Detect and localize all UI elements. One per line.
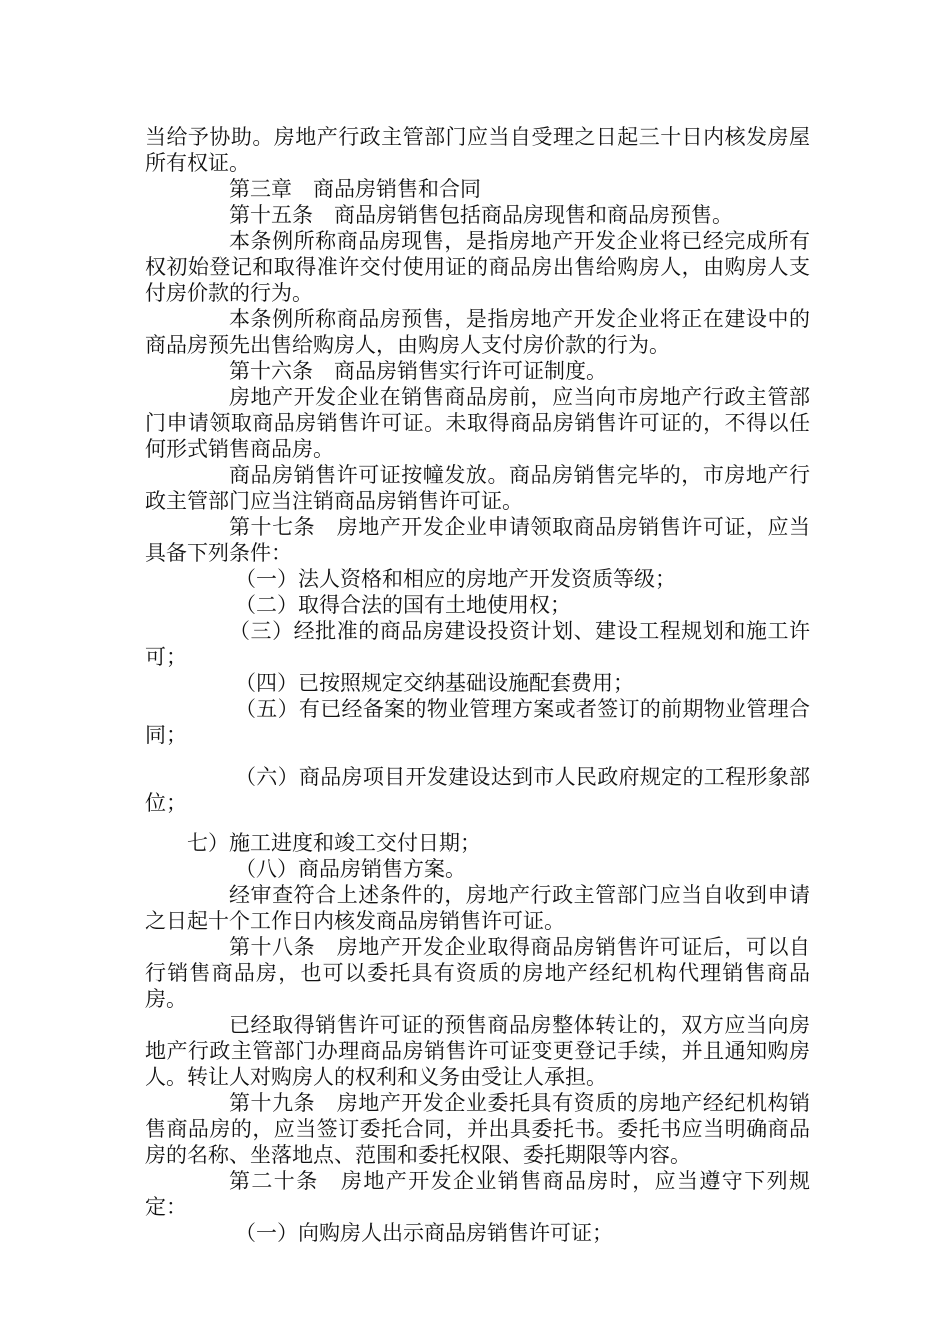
condition-6: （六）商品房项目开发建设达到市人民政府规定的工程形象部位； — [145, 765, 810, 815]
paragraph-spot-sale: 本条例所称商品房现售，是指房地产开发企业将已经完成所有权初始登记和取得准许交付使用证的商品房出售给购房人，由购房人支付房价款的行为。 — [145, 229, 810, 305]
paragraph-transfer: 已经取得销售许可证的预售商品房整体转让的，双方应当向房地产行政主管部门办理商品房销售许可证变更登记手续，并且通知购房人。转让人对购房人的权利和义务由受让人承担。 — [145, 1013, 810, 1089]
article-19: 第十九条 房地产开发企业委托具有资质的房地产经纪机构销售商品房的，应当签订委托合同，并出具委托书。委托书应当明确商品房的名称、坐落地点、范围和委托权限、委托期限等内容。 — [145, 1091, 810, 1167]
paragraph-continuation: 当给予协助。房地产行政主管部门应当自受理之日起三十日内核发房屋所有权证。 — [145, 125, 810, 175]
chapter-heading: 第三章 商品房销售和合同 — [229, 177, 481, 201]
condition-4: （四）已按照规定交纳基础设施配套费用； — [235, 671, 634, 695]
condition-1: （一）法人资格和相应的房地产开发资质等级； — [235, 567, 676, 591]
document-body — [145, 124, 810, 1246]
condition-3: （三）经批准的商品房建设投资计划、建设工程规划和施工许可； — [145, 619, 810, 669]
condition-5: （五）有已经备案的物业管理方案或者签订的前期物业管理合同； — [145, 697, 810, 747]
paragraph-license-issuance: 商品房销售许可证按幢发放。商品房销售完毕的，市房地产行政主管部门应当注销商品房销售许可证。 — [145, 463, 810, 513]
condition-8: （八）商品房销售方案。 — [235, 857, 466, 881]
article-17: 第十七条 房地产开发企业申请领取商品房销售许可证，应当具备下列条件： — [145, 515, 810, 565]
article-20: 第二十条 房地产开发企业销售商品房时，应当遵守下列规定： — [145, 1169, 810, 1219]
paragraph-pre-sale: 本条例所称商品房预售，是指房地产开发企业将正在建设中的商品房预先出售给购房人，由购房人支付房价款的行为。 — [145, 307, 810, 357]
paragraph-license-requirement: 房地产开发企业在销售商品房前，应当向市房地产行政主管部门申请领取商品房销售许可证。未取得商品房销售许可证的，不得以任何形式销售商品房。 — [145, 385, 810, 461]
rule-1: （一）向购房人出示商品房销售许可证； — [235, 1221, 613, 1245]
condition-2: （二）取得合法的国有土地使用权； — [235, 593, 571, 617]
article-16: 第十六条 商品房销售实行许可证制度。 — [229, 359, 607, 383]
article-18: 第十八条 房地产开发企业取得商品房销售许可证后，可以自行销售商品房，也可以委托具有资质的房地产经纪机构代理销售商品房。 — [145, 935, 810, 1011]
article-15: 第十五条 商品房销售包括商品房现售和商品房预售。 — [229, 203, 733, 227]
condition-7: 七）施工进度和竣工交付日期； — [187, 831, 481, 855]
paragraph-review: 经审查符合上述条件的，房地产行政主管部门应当自收到申请之日起十个工作日内核发商品房销售许可证。 — [145, 883, 810, 933]
